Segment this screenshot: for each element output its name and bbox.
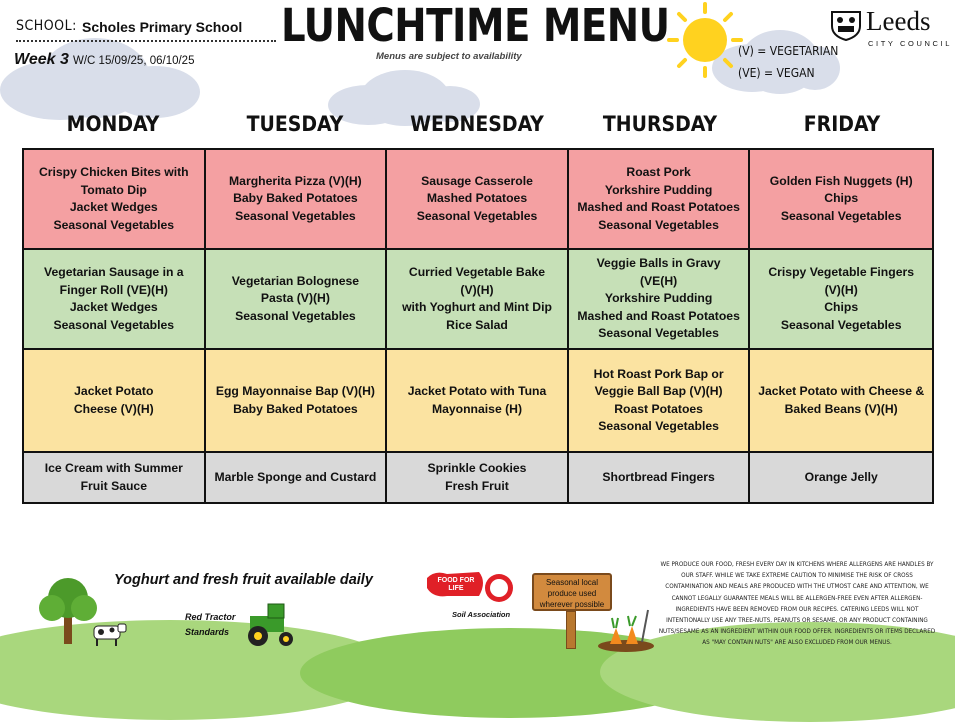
red-tractor-line-2: Standards: [185, 627, 230, 637]
menu-cell-tuesday-vegetarian: Vegetarian Bolognese Pasta (V)(H) Seasonal Vegetables: [206, 250, 388, 350]
day-header-wednesday: WEDNESDAY: [410, 112, 544, 136]
day-header-tuesday: TUESDAY: [246, 112, 344, 136]
menu-cell-wednesday-main: Sausage Casserole Mashed Potatoes Seasonal Vegetables: [387, 150, 569, 250]
menu-cell-friday-light: Jacket Potato with Cheese & Baked Beans (V)(H): [750, 350, 932, 453]
yoghurt-fruit-note: Yoghurt and fresh fruit available daily: [114, 572, 373, 588]
food-for-life-text: FOOD FOR LIFE: [437, 577, 475, 592]
school-label: SCHOOL:: [16, 18, 77, 34]
menu-cell-thursday-light: Hot Roast Pork Bap or Veggie Ball Bap (V)(H) Roast Potatoes Seasonal Vegetables: [569, 350, 751, 453]
menu-cell-thursday-dessert: Shortbread Fingers: [569, 453, 751, 502]
menu-cell-monday-vegetarian: Vegetarian Sausage in a Finger Roll (VE)(H) Jacket Wedges Seasonal Vegetables: [24, 250, 206, 350]
menu-cell-monday-light: Jacket Potato Cheese (V)(H): [24, 350, 206, 453]
sign-line-1: Seasonal local: [545, 578, 599, 587]
leeds-logo-subtext: CITY COUNCIL: [868, 39, 952, 48]
menu-cell-monday-dessert: Ice Cream with Summer Fruit Sauce: [24, 453, 206, 502]
menu-cell-tuesday-light: Egg Mayonnaise Bap (V)(H) Baby Baked Potatoes: [206, 350, 388, 453]
availability-note: Menus are subject to availability: [376, 51, 522, 62]
red-tractor-label: [185, 610, 235, 640]
menu-cell-friday-dessert: Orange Jelly: [750, 453, 932, 502]
soil-association-text: Soil Association: [452, 610, 511, 619]
menu-cell-wednesday-dessert: Sprinkle Cookies Fresh Fruit: [387, 453, 569, 502]
sun-icon: [660, 0, 750, 80]
sign-line-2: produce used: [547, 589, 597, 598]
menu-cell-thursday-main: Roast Pork Yorkshire Pudding Mashed and Roast Potatoes Seasonal Vegetables: [569, 150, 751, 250]
menu-cell-friday-main: Golden Fish Nuggets (H) Chips Seasonal Vegetables: [750, 150, 932, 250]
sign-post: [566, 611, 576, 649]
menu-cell-thursday-vegetarian: Veggie Balls in Gravy (VE(H) Yorkshire Pudding Mashed and Roast Potatoes Seasonal Vegetables: [569, 250, 751, 350]
red-tractor-line-1: Red Tractor: [185, 612, 236, 622]
week-commencing: W/C 15/09/25, 06/10/25: [73, 55, 195, 67]
menu-table: [22, 148, 934, 504]
vegetables-icon: [596, 606, 656, 652]
key-vegan: (VE) = VEGAN: [738, 66, 815, 80]
menu-cell-tuesday-dessert: Marble Sponge and Custard: [206, 453, 388, 502]
week-label: Week 3: [14, 51, 69, 68]
menu-cell-wednesday-vegetarian: Curried Vegetable Bake (V)(H) with Yoghurt and Mint Dip Rice Salad: [387, 250, 569, 350]
leeds-logo-text: Leeds: [866, 6, 931, 36]
day-header-monday: MONDAY: [66, 112, 160, 136]
day-header-thursday: THURSDAY: [602, 112, 718, 136]
cow-icon: [88, 620, 128, 648]
tractor-icon: [240, 600, 300, 648]
sign-line-3: wherever possible: [539, 600, 605, 609]
key-vegetarian: (V) = VEGETARIAN: [738, 44, 839, 58]
page-title: LUNCHTIME MENU: [281, 0, 670, 53]
menu-cell-tuesday-main: Margherita Pizza (V)(H) Baby Baked Potatoes Seasonal Vegetables: [206, 150, 388, 250]
school-name: Scholes Primary School: [82, 19, 243, 35]
menu-cell-wednesday-light: Jacket Potato with Tuna Mayonnaise (H): [387, 350, 569, 453]
menu-cell-monday-main: Crispy Chicken Bites with Tomato Dip Jacket Wedges Seasonal Vegetables: [24, 150, 206, 250]
leeds-crest-icon: [828, 6, 864, 42]
menu-cell-friday-vegetarian: Crispy Vegetable Fingers (V)(H) Chips Seasonal Vegetables: [750, 250, 932, 350]
allergen-disclaimer: WE PRODUCE OUR FOOD, FRESH EVERY DAY IN KITCHENS WHERE ALLERGENS ARE HANDLES BY OUR STAFF. WHILE WE TAKE EXTREME CAUTION TO MINIMISE THE RISK OF CROSS CONTAMINATION AND MEALS ARE PRODUCED WITH THE UTMOST CARE AND ATTENTION, WE CANNOT LEGALLY GUARANTEE MEALS WILL BE ALLERGEN-FREE EVEN AFTER ALLERGEN-INGREDIENTS HAVE BEEN REMOVED FROM OUR RECIPES. CATERING LEEDS WILL NOT INTENTIONALLY USE ANY TREE-NUTS, PEANUTS OR SESAME, OR ANY PRODUCT CONTAINING NUTS/SESAME AS AN INGREDIENT WITHIN OUR FOOD OFFER. INGREDIENTS OR ITEMS DECLARED AS "MAY CONTAIN NUTS" ARE ALSO EXCLUDED FROM OUR MENUS.: [658, 561, 936, 647]
day-header-friday: FRIDAY: [803, 112, 881, 136]
school-underline: [16, 40, 276, 42]
